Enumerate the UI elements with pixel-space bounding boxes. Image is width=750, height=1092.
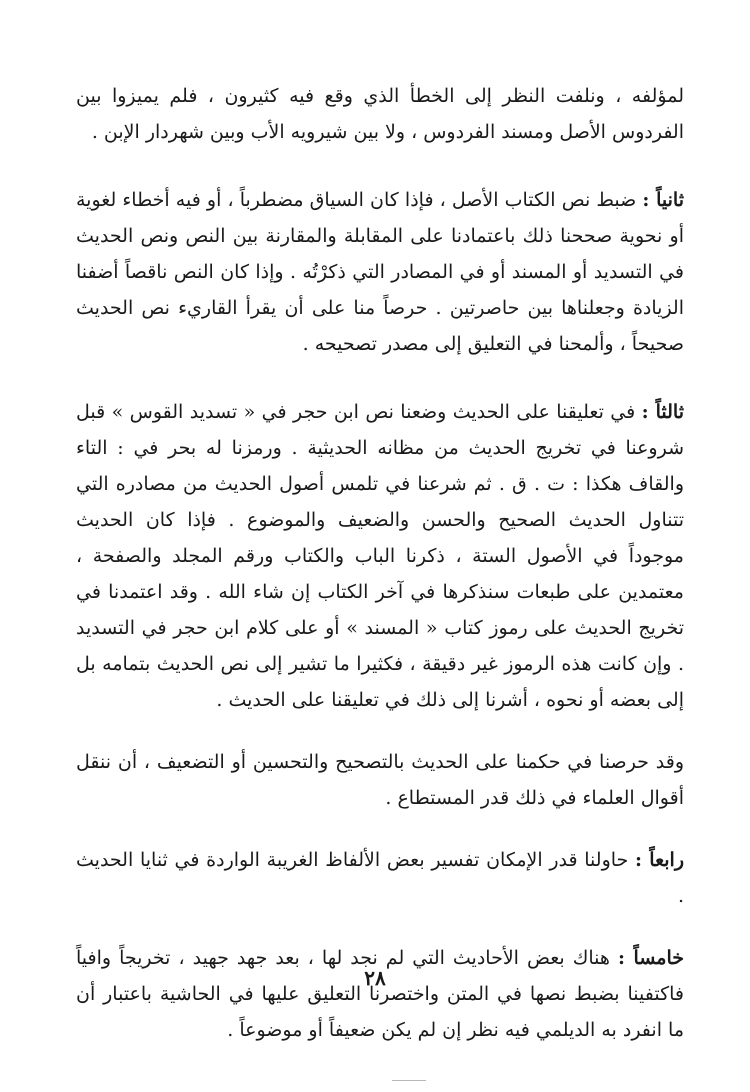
paragraph-body: حاولنا قدر الإمكان تفسير بعض الألفاظ الغريبة الواردة في ثنايا الحديث .	[76, 849, 684, 907]
paragraph-lead: رابعاً :	[635, 849, 684, 871]
paragraph-body: وقد حرصنا في حكمنا على الحديث بالتصحيح والتحسين أو التضعيف ، أن ننقل أقوال العلماء في ذلك قدر المستطاع .	[76, 751, 684, 809]
paragraph-lead: ثالثاً :	[641, 401, 684, 423]
paragraph-grading-note	[76, 744, 684, 816]
paragraph-body: ضبط نص الكتاب الأصل ، فإذا كان السياق مضطرباً ، أو فيه أخطاء لغوية أو نحوية صححنا ذلك باعتمادنا على المقابلة والمقارنة بين النص ونص الحديث في التسديد أو المسند أو في المصادر التي ذكرْتُه . وإذا كان النص ناقصاً أضفنا الزيادة وجعلناها بين حاصرتين . حرصاً منا على أن يقرأ القاريء نص الحديث صحيحاً ، وألمحنا في التعليق إلى مصدر تصحيحه .	[76, 189, 684, 355]
paragraph-second-point	[76, 182, 684, 362]
paragraph-fifth-point	[76, 940, 684, 1048]
page-number: ٢٨	[364, 966, 386, 990]
book-page-text	[76, 78, 684, 1048]
paragraph-lead: خامساً :	[617, 947, 684, 969]
paragraph-body: في تعليقنا على الحديث وضعنا نص ابن حجر في « تسديد القوس » قبل شروعنا في تخريج الحديث من مظانه الحديثية . ورمزنا له بحر في : التاء والقاف هكذا : ت . ق . ثم شرعنا في تلمس أصول الحديث من مصادره التي تتناول الحديث الصحيح والحسن والضعيف والموضوع . فإذا كان الحديث موجوداً في الأصول الستة ، ذكرنا الباب والكتاب ورقم المجلد والصفحة ، معتمدين على طبعات سنذكرها في آخر الكتاب إن شاء الله . وقد اعتمدنا في تخريج الحديث على رموز كتاب « المسند » أو على كلام ابن حجر في التسديد . وإن كانت هذه الرموز غير دقيقة ، فكثيرا ما تشير إلى نص الحديث بتمامه بل إلى بعضه أو نحوه ، أشرنا إلى ذلك في تعليقنا على الحديث .	[76, 401, 684, 711]
paragraph-lead: ثانياً :	[642, 189, 684, 211]
paragraph-body: لمؤلفه ، ونلفت النظر إلى الخطأ الذي وقع فيه كثيرون ، فلم يميزوا بين الفردوس الأصل ومسند الفردوس ، ولا بين شيرويه الأب وبين شهردار الإبن .	[76, 85, 684, 143]
paragraph-fourth-point	[76, 842, 684, 914]
paragraph-body: هناك بعض الأحاديث التي لم نجد لها ، بعد جهد جهيد ، تخريجاً وافياً فاكتفينا بضبط نصها في المتن واختصرنا التعليق عليها في الحاشية باعتبار أن ما انفرد به الديلمي فيه نظر إن لم يكن ضعيفاً أو موضوعاً .	[76, 947, 684, 1041]
bottom-divider	[392, 1080, 426, 1081]
paragraph-third-point	[76, 394, 684, 718]
paragraph-continuation	[76, 78, 684, 150]
